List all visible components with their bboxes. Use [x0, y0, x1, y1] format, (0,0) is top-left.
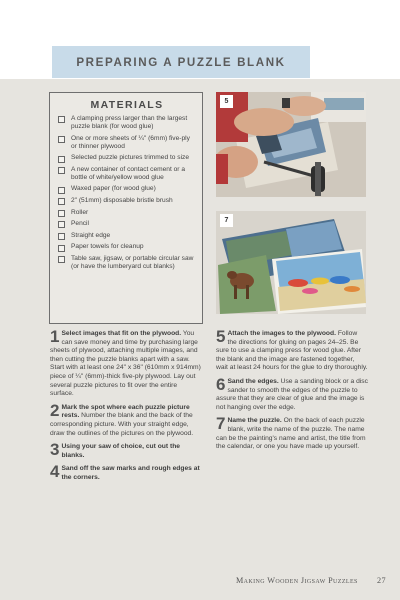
step-4	[50, 462, 202, 482]
step-number: 3	[50, 440, 60, 460]
photo-roller-gluing	[216, 92, 366, 197]
checkbox-icon	[58, 233, 65, 240]
steps-column-left	[50, 327, 202, 488]
photo-roller-illustration	[216, 92, 366, 197]
page-number: 27	[377, 576, 386, 585]
photo-blanks-illustration	[216, 211, 366, 314]
step-body: On the back of each puzzle blank, write the name of the puzzle. The name can be the painting's name and artist, the title from the calendar, or one you have made up yourself.	[216, 417, 366, 451]
checkbox-icon	[58, 256, 65, 263]
checkbox-icon	[58, 198, 65, 205]
materials-item: Roller	[58, 209, 196, 217]
step-body: Follow the directions for gluing on pages 24–25. Be sure to use a clamping press for wood glue. After the blank and the image are fastened together, wait at least 24 hours for the glue to dry thoroughly.	[216, 330, 368, 372]
materials-item: Waxed paper (for wood glue)	[58, 185, 196, 193]
checkbox-icon	[58, 116, 65, 123]
section-title: PREPARING A PUZZLE BLANK	[76, 55, 286, 69]
step-heading: Attach the images to the plywood.	[227, 330, 336, 337]
step-6	[216, 374, 368, 412]
step-heading: Sand the edges.	[227, 377, 279, 385]
checkbox-icon	[58, 245, 65, 252]
section-title-banner	[52, 46, 310, 78]
step-number: 4	[50, 462, 60, 482]
materials-item: Selected puzzle pictures trimmed to size	[58, 154, 196, 162]
step-2	[50, 400, 202, 438]
step-7	[216, 414, 368, 451]
step-heading: Using your saw of choice, cut out the blanks.	[61, 443, 180, 459]
running-footer-title: Making Wooden Jigsaw Puzzles	[236, 576, 358, 585]
materials-item: Straight edge	[58, 232, 196, 240]
page-footer	[236, 576, 386, 585]
checkbox-icon	[58, 210, 65, 217]
step-1	[50, 327, 202, 399]
checkbox-icon	[58, 187, 65, 194]
step-3	[50, 440, 202, 460]
materials-item: Pencil	[58, 220, 196, 228]
step-heading: Name the puzzle.	[227, 417, 282, 425]
checkbox-icon	[58, 136, 65, 143]
materials-item: Table saw, jigsaw, or portable circular saw (or have the lumberyard cut blanks)	[58, 255, 196, 271]
steps-column-right	[216, 327, 368, 457]
materials-item: 2" (51mm) disposable bristle brush	[58, 197, 196, 205]
step-body: Number the blank and the back of the corresponding picture. With your straight edge, draw the outlines of the pictures on the plywood.	[50, 412, 194, 437]
step-number: 5	[216, 327, 226, 346]
checkbox-icon	[58, 221, 65, 228]
checkbox-icon	[58, 156, 65, 163]
materials-list	[58, 115, 196, 271]
step-body: You can save money and time by purchasing large sheets of plywood, attaching multiple images, and then cutting the puzzle blanks apart with a saw. Start with at least one 24" x 36" (610mm x 914mm) piece of ¼" (6mm)-thick five-ply plywood. Lay out several puzzle pictures to fit over the entire surface.	[50, 330, 201, 398]
photo-number-label: 7	[220, 214, 233, 227]
step-heading: Sand off the saw marks and rough edges at the corners.	[61, 465, 200, 481]
step-5	[216, 327, 368, 373]
photo-finished-blanks	[216, 211, 366, 314]
materials-title: MATERIALS	[90, 99, 164, 111]
step-heading: Select images that fit on the plywood.	[61, 330, 182, 337]
materials-item: A new container of contact cement or a bottle of white/yellow wood glue	[58, 166, 196, 182]
materials-item: One or more sheets of ¼" (6mm) five-ply or thinner plywood	[58, 135, 196, 151]
photo-number-label: 5	[220, 95, 233, 108]
checkbox-icon	[58, 167, 65, 174]
step-number: 7	[216, 414, 226, 434]
materials-box	[49, 92, 203, 324]
step-number: 1	[50, 327, 60, 346]
step-body: Use a sanding block or a disc sander to smooth the edges of the puzzle to assure that they are clear of glue and the image is not hanging over the edge.	[216, 377, 368, 411]
step-heading: Mark the spot where each puzzle picture rests.	[61, 403, 190, 420]
materials-item: Paper towels for cleanup	[58, 243, 196, 251]
step-number: 6	[216, 374, 226, 394]
materials-item: A clamping press larger than the largest puzzle blank (for wood glue)	[58, 115, 196, 131]
step-number: 2	[50, 400, 60, 420]
